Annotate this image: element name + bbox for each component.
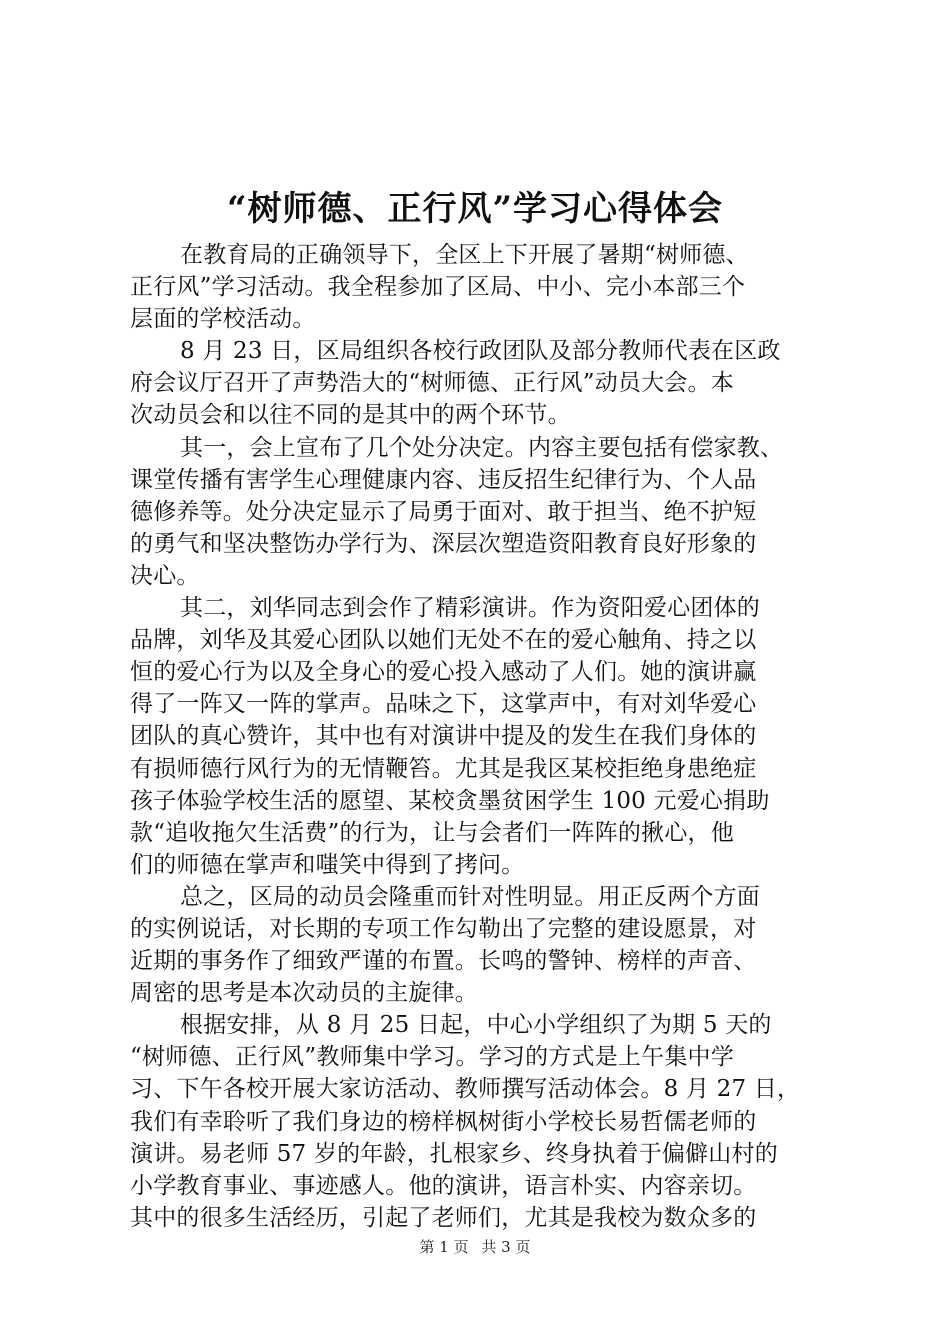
text-line: 德修养等。处分决定显示了局勇于面对、敢于担当、绝不护短: [130, 498, 757, 525]
text-line: 在教育局的正确领导下，全区上下开展了暑期“树师德、: [180, 242, 749, 268]
text-line: 8 月 23 日，区局组织各校行政团队及部分教师代表在区政: [180, 338, 781, 365]
text-line: 层面的学校活动。: [130, 306, 316, 333]
text-line: 总之，区局的动员会隆重而针对性明显。用正反两个方面: [180, 883, 760, 910]
text-line: 周密的思考是本次动员的主旋律。: [130, 980, 478, 1007]
text-line: 的实例说话，对长期的专项工作勾勒出了完整的建设愿景，对: [130, 915, 757, 942]
text-line: 品牌，刘华及其爱心团队以她们无处不在的爱心触角、持之以: [130, 627, 757, 654]
text-line: 其中的很多生活经历，引起了老师们，尤其是我校为数众多的: [130, 1204, 757, 1231]
text-line: 次动员会和以往不同的是其中的两个环节。: [130, 402, 571, 429]
text-line: 课堂传播有害学生心理健康内容、违反招生纪律行为、个人品: [130, 466, 757, 493]
document-body: [130, 239, 830, 1234]
text-line: 我们有幸聆听了我们身边的榜样枫树街小学校长易哲儒老师的: [130, 1108, 757, 1135]
text-line: 的勇气和坚决整饬办学行为、深层次塑造资阳教育良好形象的: [130, 530, 757, 557]
text-line: 正行风”学习活动。我全程参加了区局、中小、完小本部三个: [130, 274, 746, 301]
page-number: 第 1 页: [419, 1238, 469, 1256]
paragraph-6: [130, 1009, 830, 1234]
paragraph-5: [130, 881, 830, 1009]
paragraph-2: [130, 335, 830, 431]
text-line: 近期的事务作了细致严谨的布置。长鸣的警钟、榜样的声音、: [130, 948, 757, 975]
text-line: 根据安排，从 8 月 25 日起，中心小学组织了为期 5 天的: [180, 1012, 772, 1039]
text-line: 孩子体验学校生活的愿望、某校贪墨贫困学生 100 元爱心捐助: [130, 787, 770, 814]
page-total: 共 3 页: [481, 1238, 531, 1256]
paragraph-1: [130, 239, 830, 335]
text-line: 们的师德在掌声和嗤笑中得到了拷问。: [130, 851, 525, 878]
text-line: “树师德、正行风”教师集中学习。学习的方式是上午集中学: [130, 1044, 734, 1071]
paragraph-4: [130, 592, 830, 881]
text-line: 决心。: [130, 562, 200, 589]
paragraph-3: [130, 432, 830, 592]
text-line: 演讲。易老师 57 岁的年龄，扎根家乡、终身执着于偏僻山村的: [130, 1140, 778, 1167]
text-line: 小学教育事业、事迹感人。他的演讲，语言朴实、内容亲切。: [130, 1172, 757, 1199]
text-line: 有损师德行风行为的无情鞭笞。尤其是我区某校拒绝身患绝症: [130, 755, 757, 782]
text-line: 其一，会上宣布了几个处分决定。内容主要包括有偿家教、: [180, 434, 784, 461]
text-line: 团队的真心赞许，其中也有对演讲中提及的发生在我们身体的: [130, 723, 757, 750]
text-line: 习、下午各校开展大家访活动、教师撰写活动体会。8 月 27 日，: [130, 1076, 801, 1103]
document-title: “树师德、正行风”学习心得体会: [226, 189, 724, 229]
text-line: 府会议厅召开了声势浩大的“树师德、正行风”动员大会。本: [130, 370, 734, 397]
text-line: 款“追收拖欠生活费”的行为，让与会者们一阵阵的揪心，他: [130, 819, 734, 846]
text-line: 恒的爱心行为以及全身心的爱心投入感动了人们。她的演讲赢: [130, 659, 757, 686]
text-line: 得了一阵又一阵的掌声。品味之下，这掌声中，有对刘华爱心: [130, 691, 757, 718]
page-footer: [0, 1237, 950, 1257]
text-line: 其二，刘华同志到会作了精彩演讲。作为资阳爱心团体的: [180, 595, 760, 622]
